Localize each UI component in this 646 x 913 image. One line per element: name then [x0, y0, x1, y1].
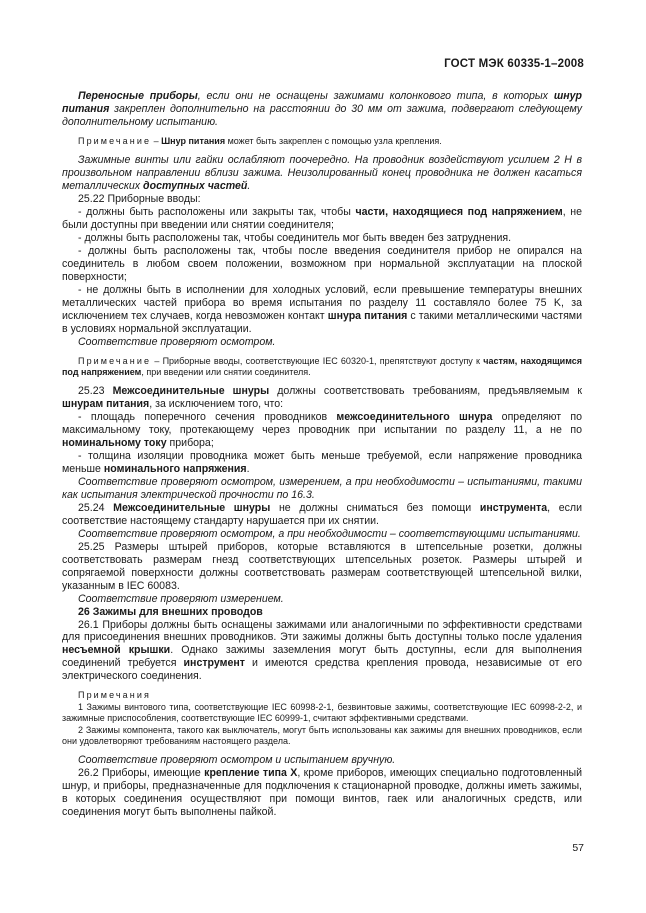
text-run: закреплен дополнительно на расстоянии до 30 мм от зажима, подвергают следующему дополнительному испытанию.: [62, 102, 582, 128]
bold-term: номинальному току: [62, 437, 167, 450]
paragraph: [62, 502, 582, 528]
text-run: , при введении или снятии соединителя.: [141, 366, 311, 377]
bold-term: части, находящиеся под напряжением: [355, 206, 563, 219]
bold-term: доступных частей: [143, 180, 248, 193]
text-run: 25.22 Приборные вводы:: [78, 193, 201, 206]
paragraph: [62, 606, 582, 619]
paragraph: [62, 206, 582, 232]
bold-term: несъемной крышки: [62, 644, 171, 657]
text-run: - площадь поперечного сечения проводников: [78, 411, 337, 424]
text-run: Соответствие проверяют осмотром и испытанием вручную.: [78, 754, 396, 767]
text-run: - не должны быть в исполнении для холодных условий, если превышение температуры внешних металлических частей прибора во время испытания по разделу 11 составляло более 75 K, за исключением тех случаев, когда невозможен контакт: [62, 283, 582, 322]
text-run: прибора;: [166, 437, 214, 450]
text-run: 25.23: [78, 385, 113, 398]
text-run: не должны сниматься без помощи: [270, 501, 480, 514]
paragraph: [62, 541, 582, 593]
text-run: может быть закреплен с помощью узла крепления.: [225, 135, 442, 146]
bold-term: частям, находящимся под напряжением: [62, 355, 582, 377]
paragraph: [62, 232, 582, 245]
paragraph: [62, 193, 582, 206]
note-paragraph: [62, 725, 582, 748]
bold-term: 26 Зажимы для внешних проводов: [78, 605, 263, 618]
text-run: , не были доступны при введении или снятии соединителя;: [62, 206, 582, 232]
paragraph: [62, 528, 582, 541]
text-run: . Однако зажимы заземления могут быть доступны, если для выполнения соединений требуется: [62, 644, 582, 670]
bold-term: инструмент: [183, 657, 245, 670]
spacer: [62, 378, 582, 385]
spacer: [62, 147, 582, 154]
paragraph: [62, 450, 582, 476]
note-label: Примечание: [78, 135, 152, 146]
page-number: 57: [572, 842, 584, 854]
text-run: 26.2 Приборы, имеющие: [78, 767, 205, 780]
bold-term: межсоединительного шнура: [336, 411, 493, 424]
bold-term: Межсоединительные шнуры: [112, 385, 270, 398]
text-run: Соответствие проверяют измерением.: [78, 592, 284, 605]
text-run: , кроме приборов, имеющих специально подготовленный шнур, и приборы, предназначенные для подключения к стационарной проводке, должны иметь зажимы, в которых соединения осуществляют при помощи винтов, гаек или аналогичных средств, или соединения могут быть выполнены пайкой.: [62, 767, 583, 819]
bold-term: Переносные приборы: [78, 90, 198, 102]
spacer: [62, 747, 582, 754]
text-run: .: [246, 463, 250, 476]
paragraph: [62, 245, 582, 284]
note-paragraph: [62, 136, 582, 147]
paragraph: [62, 754, 582, 767]
text-run: , если соответствие настоящему стандарту нарушается при их снятии.: [62, 501, 582, 527]
text-run: - толщина изоляции проводника может быть меньше требуемой, если напряжение проводника меньше: [62, 450, 582, 476]
text-run: 26.1 Приборы должны быть оснащены зажимами или аналогичными по эффективности средствами для присоединения внешних проводников. Эти зажимы должны быть доступны только после удаления: [62, 618, 582, 644]
text-run: , если они не оснащены зажимами колонкового типа, в которых: [197, 90, 554, 102]
text-run: 25.24: [78, 501, 114, 514]
bold-term: Межсоединительные шнуры: [113, 501, 271, 514]
bold-term: шнура питания: [327, 309, 408, 322]
text-run: 25.25 Размеры штырей приборов, которые вставляются в штепсельные розетки, должны соответствовать размерам гнезд соответствующих штепсельных розеток. Размеры штырей и сопрягаемой поверхности должны соответствовать размерам соответствующей штепсельной вилки, указанным в IEC 60083.: [62, 540, 582, 592]
paragraph: [62, 90, 582, 129]
bold-term: номинального напряжения: [103, 463, 247, 476]
paragraph: [62, 619, 582, 684]
note-label: Примечания: [78, 690, 151, 701]
bold-term: шнурам питания: [62, 398, 150, 411]
bold-term: Шнур питания: [161, 135, 226, 146]
text-run: .: [247, 180, 251, 193]
text-run: - должны быть расположены так, чтобы после введения соединителя прибор не опирался на соединитель в любом своем положении, возможном при нормальной эксплуатации на плоской поверхности;: [62, 244, 582, 283]
text-run: определяют по максимальному току, протекающему через проводник при испытании по разделу 11, а не по: [62, 411, 582, 437]
note-paragraph: [62, 690, 582, 701]
paragraph: [62, 284, 582, 336]
bold-term: крепление типа X: [204, 767, 298, 780]
text-run: 1 Зажимы винтового типа, соответствующие IEC 60998-2-1, безвинтовые зажимы, соответствующие IEC 60998-2-2, и зажимные приспособления, соответствующие IEC 60999-1, считают эффективными средствами.: [62, 701, 582, 724]
text-run: 2 Зажимы компонента, такого как выключатель, могут быть использованы как зажимы для внешних проводников, если они удовлетворяют требованиям настоящего раздела.: [62, 724, 582, 746]
paragraph: [62, 767, 582, 819]
paragraph: [62, 385, 582, 411]
paragraph: [62, 336, 582, 349]
text-run: Соответствие проверяют осмотром, измерением, а при необходимости – испытаниями, такими как испытания электрической прочности по 16.3.: [62, 476, 582, 501]
paragraph: [62, 154, 582, 193]
text-run: Соответствие проверяют осмотром, а при необходимости – соответствующими испытаниями.: [78, 527, 581, 540]
note-paragraph: [62, 702, 582, 725]
text-run: должны соответствовать требованиям, предъявляемым к: [269, 385, 582, 398]
text-run: и имеются средства крепления провода, независимые от его электрического соединения.: [62, 657, 582, 683]
spacer: [62, 129, 582, 136]
text-run: Зажимные винты или гайки ослабляют поочередно. На проводник воздействуют усилием 2 Н в произвольном направлении вблизи зажима. Неизолированный конец проводника не должен касаться металлических: [62, 154, 582, 193]
running-header: ГОСТ МЭК 60335-1–2008: [444, 58, 584, 70]
spacer: [62, 683, 582, 690]
text-run: Соответствие проверяют осмотром.: [78, 335, 276, 348]
paragraph: [62, 593, 582, 606]
note-label: Примечание: [78, 355, 152, 366]
text-run: , за исключением того, что:: [149, 398, 284, 411]
page-body: [62, 90, 582, 819]
bold-term: инструмента: [479, 501, 548, 514]
paragraph: [62, 411, 582, 450]
text-run: с такими металлическими частями в условиях нормальной эксплуатации.: [62, 309, 583, 335]
paragraph: [62, 476, 582, 502]
note-paragraph: [62, 356, 582, 379]
spacer: [62, 349, 582, 356]
text-run: - должны быть расположены так, чтобы соединитель мог быть введен без затруднения.: [78, 231, 512, 244]
text-run: - должны быть расположены или закрыты так, чтобы: [78, 206, 356, 219]
text-run: – Приборные вводы, соответствующие IEC 60320-1, препятствуют доступу к: [151, 355, 484, 366]
bold-term: шнур питания: [62, 90, 582, 115]
text-run: –: [151, 135, 162, 146]
